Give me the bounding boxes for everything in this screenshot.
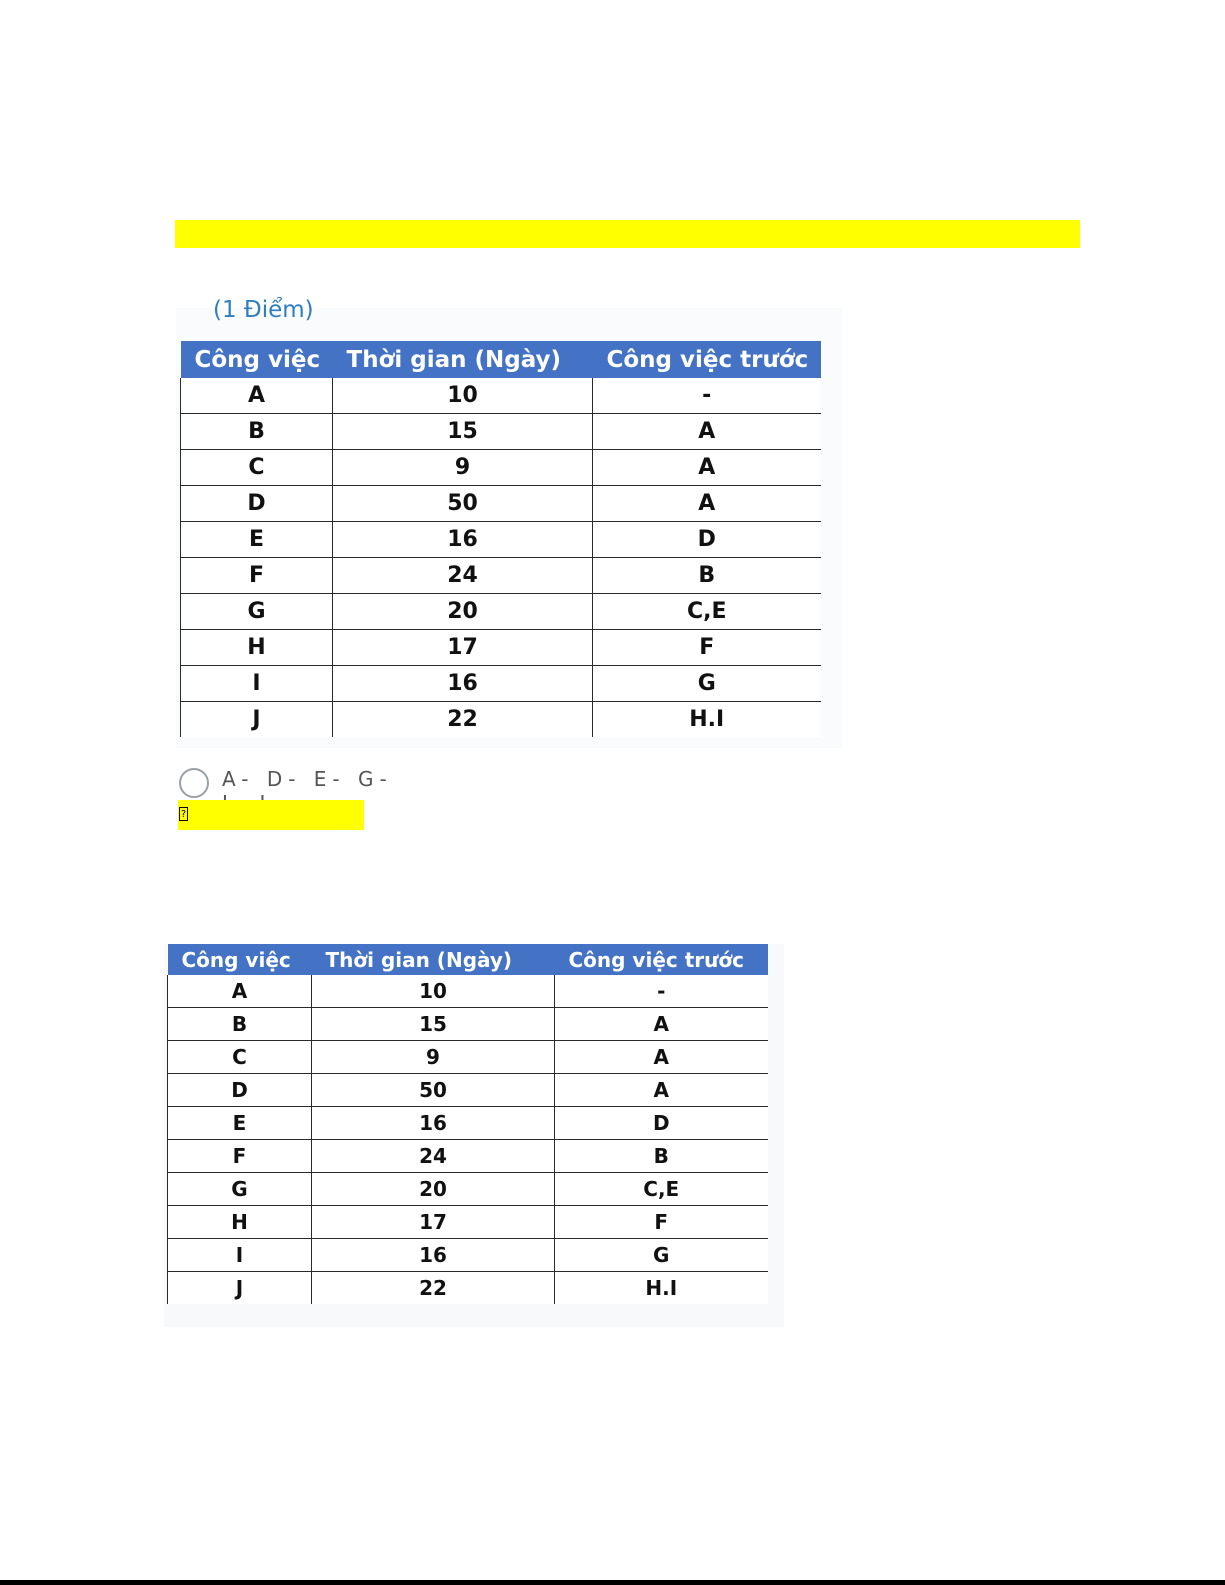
cell-task: G [181,594,333,630]
radio-icon [179,768,209,798]
cell-predecessor: H.I [593,702,821,738]
cell-predecessor: A [555,1074,768,1107]
table-row [181,558,821,594]
table-row [168,1008,768,1041]
cell-task: A [181,378,333,414]
cell-predecessor: D [593,522,821,558]
cell-task: C [181,450,333,486]
cell-predecessor: - [593,378,821,414]
header-predecessor: Công việc trước [555,944,768,975]
answer-highlight [178,800,364,830]
cell-duration: 16 [333,666,593,702]
table-row [181,450,821,486]
cell-task: J [181,702,333,738]
cell-predecessor: C,E [593,594,821,630]
cell-predecessor: A [593,486,821,522]
table-row [181,594,821,630]
cell-predecessor: G [555,1239,768,1272]
cell-predecessor: A [593,450,821,486]
table-header-row [168,944,768,975]
missing-glyph-icon: ? [180,809,187,820]
cell-predecessor: B [593,558,821,594]
table-row [168,1173,768,1206]
cell-task: E [181,522,333,558]
cell-task: C [168,1041,312,1074]
cell-duration: 10 [312,975,555,1008]
header-duration: Thời gian (Ngày) [333,341,593,378]
cell-duration: 22 [333,702,593,738]
cell-duration: 22 [312,1272,555,1305]
table-row [168,1239,768,1272]
cell-predecessor: H.I [555,1272,768,1305]
table-row [168,1206,768,1239]
table-row [168,1041,768,1074]
cell-predecessor: D [555,1107,768,1140]
cell-duration: 20 [312,1173,555,1206]
table-row [168,1107,768,1140]
cell-predecessor: G [593,666,821,702]
cell-predecessor: - [555,975,768,1008]
table-row [168,1140,768,1173]
cell-predecessor: A [555,1041,768,1074]
cell-predecessor: A [593,414,821,450]
cell-task: F [181,558,333,594]
cell-duration: 16 [312,1239,555,1272]
header-task: Công việc [181,341,333,378]
cell-duration: 9 [333,450,593,486]
cell-duration: 15 [333,414,593,450]
table-row [168,975,768,1008]
cell-duration: 24 [312,1140,555,1173]
cell-duration: 50 [333,486,593,522]
question-image [176,297,842,748]
table-row [181,486,821,522]
cell-task: D [181,486,333,522]
answer-image [164,944,784,1327]
cell-task: H [168,1206,312,1239]
answer-option-partial [176,763,406,791]
cell-duration: 24 [333,558,593,594]
cell-task: F [168,1140,312,1173]
cell-predecessor: B [555,1140,768,1173]
cell-duration: 15 [312,1008,555,1041]
cell-duration: 17 [312,1206,555,1239]
cell-duration: 9 [312,1041,555,1074]
cell-duration: 17 [333,630,593,666]
cell-task: G [168,1173,312,1206]
cell-task: B [168,1008,312,1041]
cell-duration: 16 [333,522,593,558]
cell-predecessor: F [555,1206,768,1239]
table-row [181,414,821,450]
header-duration: Thời gian (Ngày) [312,944,555,975]
cell-task: J [168,1272,312,1305]
page-bottom-rule [0,1580,1225,1585]
header-predecessor: Công việc trước [593,341,821,378]
cell-task: I [168,1239,312,1272]
task-table-answer [167,944,768,1304]
cell-task: I [181,666,333,702]
cell-task: A [168,975,312,1008]
cell-predecessor: A [555,1008,768,1041]
table-row [181,702,821,738]
cut-score-label: (1 Điểm) [213,297,314,323]
cell-predecessor: F [593,630,821,666]
cell-predecessor: C,E [555,1173,768,1206]
table-header-row [181,341,821,378]
table-row [181,522,821,558]
question-highlight-bar [175,220,1080,248]
option-text: A- D- E- G- [222,767,393,791]
cell-task: D [168,1074,312,1107]
cell-duration: 16 [312,1107,555,1140]
header-task: Công việc [168,944,312,975]
table-row [168,1272,768,1305]
table-row [168,1074,768,1107]
cell-task: B [181,414,333,450]
cell-duration: 20 [333,594,593,630]
table-row [181,630,821,666]
task-table-question [180,341,821,737]
cell-task: E [168,1107,312,1140]
cell-task: H [181,630,333,666]
table-row [181,666,821,702]
table-row [181,378,821,414]
cell-duration: 10 [333,378,593,414]
cell-duration: 50 [312,1074,555,1107]
